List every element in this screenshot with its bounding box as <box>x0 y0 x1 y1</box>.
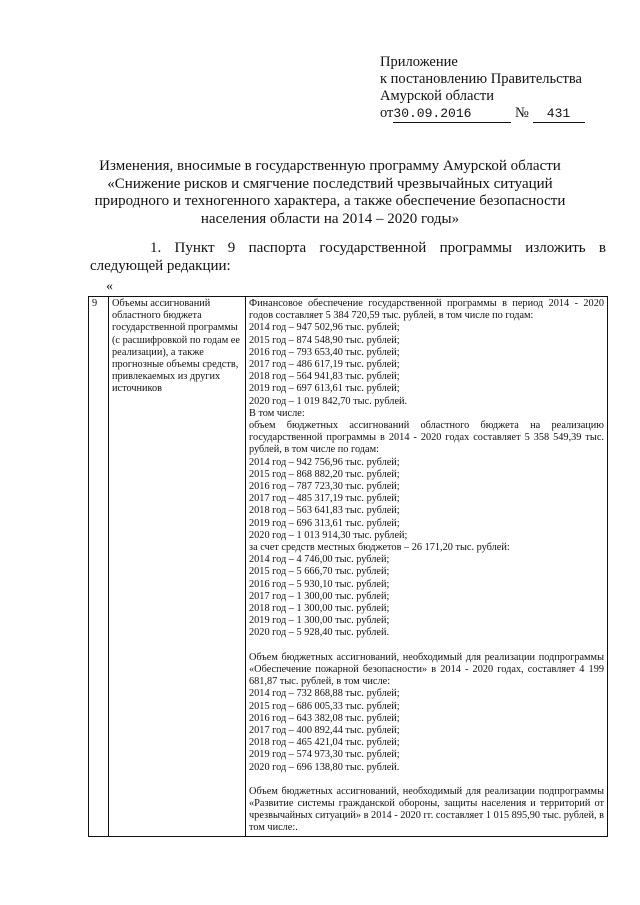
fire-years-list <box>249 688 604 773</box>
year-line: 2014 год – 942 756,96 тыс. рублей; <box>249 456 400 468</box>
local-intro: за счет средств местных бюджетов – 26 171,20 тыс. рублей: <box>249 542 510 554</box>
year-line: 2018 год – 563 641,83 тыс. рублей; <box>249 505 400 517</box>
including-label: В том числе: <box>249 407 305 419</box>
body-paragraph <box>90 240 606 275</box>
title-line-4: населения области на 2014 – 2020 годы» <box>200 210 460 227</box>
date-value: 30.09.2016 <box>393 105 511 123</box>
row-number: 9 <box>89 297 109 837</box>
row-name: Объемы ассигнований областного бюджета государственной программы (с расшифровкой по годам ее реализации), а также прогнозные объемы средств, привлекаемых из других источников <box>109 297 246 837</box>
year-line: 2019 год – 574 973,30 тыс. рублей; <box>249 749 400 761</box>
year-line: 2016 год – 643 382,08 тыс. рублей; <box>249 712 400 724</box>
year-line: 2016 год – 793 653,40 тыс. рублей; <box>249 346 400 358</box>
year-line: 2014 год – 732 868,88 тыс. рублей; <box>249 688 400 700</box>
civil-subprogram-intro: Объем бюджетных ассигнований, необходимый для реализации подпрограммы «Развитие системы гражданской обороны, защиты населения и территорий от чрезвычайных ситуаций» в 2014 - 2020 гг. составляет 1 015 895,90 тыс. рублей, в том числе:. <box>249 785 604 834</box>
year-line: 2018 год – 465 421,04 тыс. рублей; <box>249 737 400 749</box>
paragraph-text: 1. Пункт 9 паспорта государственной программы изложить в следующей редакции: <box>90 240 606 274</box>
year-line: 2015 год – 686 005,33 тыс. рублей; <box>249 700 400 712</box>
year-line: 2018 год – 1 300,00 тыс. рублей; <box>249 603 390 615</box>
year-line: 2020 год – 1 013 914,30 тыс. рублей; <box>249 529 408 541</box>
year-line: 2015 год – 5 666,70 тыс. рублей; <box>249 566 390 578</box>
year-line: 2020 год – 5 928,40 тыс. рублей. <box>249 627 390 639</box>
year-line: 2016 год – 5 930,10 тыс. рублей; <box>249 578 390 590</box>
resolution-label: к постановлению Правительства <box>380 71 582 87</box>
passport-table <box>88 296 608 837</box>
appendix-header <box>380 54 585 123</box>
document-title <box>90 158 570 228</box>
appendix-label: Приложение <box>380 54 458 70</box>
regional-years-list <box>249 457 604 542</box>
number-prefix: № <box>515 105 529 121</box>
date-number-line <box>380 105 585 123</box>
funding-intro: Финансовое обеспечение государственной программы в период 2014 - 2020 годов составляет 5 384 720,59 тыс. рублей, в том числе по годам: <box>249 298 604 322</box>
year-line: 2016 год – 787 723,30 тыс. рублей; <box>249 481 400 493</box>
title-line-1: Изменения, вносимые в государственную программу Амурской области <box>99 158 561 174</box>
opening-quote: « <box>106 279 113 294</box>
year-line: 2017 год – 485 317,19 тыс. рублей; <box>249 493 400 505</box>
year-line: 2015 год – 874 548,90 тыс. рублей; <box>249 334 400 346</box>
title-line-2: «Снижение рисков и смягчение последствий чрезвычайных ситуаций <box>107 175 553 192</box>
year-line: 2018 год – 564 941,83 тыс. рублей; <box>249 371 400 383</box>
title-line-3: природного и техногенного характера, а также обеспечение безопасности <box>94 193 566 209</box>
year-line: 2015 год – 868 882,20 тыс. рублей; <box>249 468 400 480</box>
region-label: Амурской области <box>380 88 494 104</box>
row-content <box>246 297 608 837</box>
number-value: 431 <box>533 105 585 123</box>
year-line: 2019 год – 697 613,61 тыс. рублей; <box>249 383 400 395</box>
year-line: 2020 год – 1 019 842,70 тыс. рублей. <box>249 395 408 407</box>
local-years-list <box>249 554 604 639</box>
fire-subprogram-intro: Объем бюджетных ассигнований, необходимый для реализации подпрограммы «Обеспечение пожарной безопасности» в 2014 - 2020 годах, составляет 4 199 681,87 тыс. рублей, в том числе: <box>249 651 604 688</box>
year-line: 2019 год – 1 300,00 тыс. рублей; <box>249 615 390 627</box>
total-years-list <box>249 322 604 407</box>
year-line: 2019 год – 696 313,61 тыс. рублей; <box>249 517 400 529</box>
year-line: 2017 год – 400 892,44 тыс. рублей; <box>249 724 400 736</box>
year-line: 2014 год – 947 502,96 тыс. рублей; <box>249 322 400 334</box>
year-line: 2017 год – 486 617,19 тыс. рублей; <box>249 359 400 371</box>
year-line: 2014 год – 4 746,00 тыс. рублей; <box>249 554 390 566</box>
table-row <box>89 297 608 837</box>
year-line: 2017 год – 1 300,00 тыс. рублей; <box>249 590 390 602</box>
regional-intro: объем бюджетных ассигнований областного бюджета на реализацию государственной программы в 2014 - 2020 годах составляет 5 358 549,39 тыс. рублей, в том числе по годам: <box>249 420 604 456</box>
year-line: 2020 год – 696 138,80 тыс. рублей. <box>249 761 400 773</box>
date-prefix: от <box>380 105 394 121</box>
